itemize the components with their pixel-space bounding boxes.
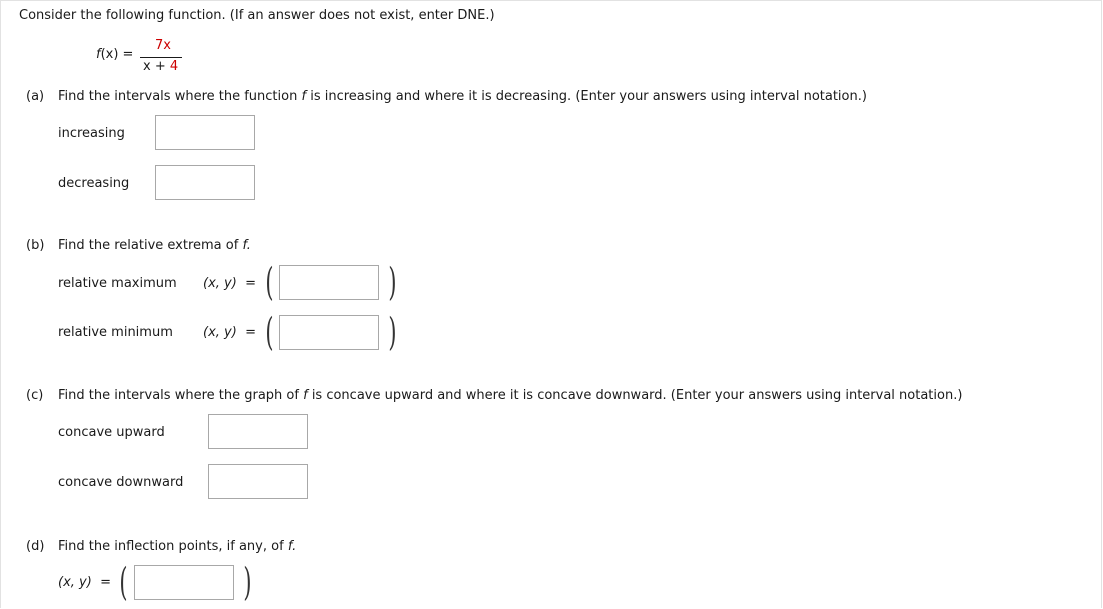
relative-maximum-equals: = (245, 276, 256, 291)
relative-maximum-open-paren: ( (265, 260, 274, 304)
concave-upward-label: concave upward (58, 425, 165, 440)
part-d-function-var: f. (287, 539, 297, 554)
part-b-prompt (26, 238, 251, 253)
part-c-function-var: f (303, 388, 308, 403)
relative-minimum-input[interactable] (279, 315, 379, 350)
relative-minimum-close-paren: ) (388, 310, 397, 354)
fraction-bar (140, 57, 182, 58)
inflection-point-input[interactable] (134, 565, 234, 600)
denominator-variable: x + (143, 59, 166, 74)
relative-minimum-xy-label: (x, y) (203, 325, 237, 340)
relative-maximum-xy-label: (x, y) (203, 276, 237, 291)
part-d-letter: (d) (26, 539, 45, 554)
increasing-input[interactable] (155, 115, 255, 150)
part-b-prompt-start: Find the relative extrema of (58, 238, 239, 253)
part-a-letter: (a) (26, 89, 45, 104)
part-c-letter: (c) (26, 388, 44, 403)
relative-minimum-equals: = (245, 325, 256, 340)
inflection-point-equals: = (100, 575, 111, 590)
relative-maximum-input[interactable] (279, 265, 379, 300)
inflection-point-close-paren: ) (243, 560, 252, 604)
part-a-prompt (26, 89, 867, 104)
part-d-prompt-start: Find the inflection points, if any, of (58, 539, 284, 554)
inflection-point-xy (58, 575, 111, 590)
part-b-function-var: f. (242, 238, 251, 253)
concave-downward-label: concave downward (58, 475, 184, 490)
increasing-label: increasing (58, 126, 125, 141)
relative-maximum-label: relative maximum (58, 276, 177, 291)
relative-minimum-open-paren: ( (265, 310, 274, 354)
decreasing-input[interactable] (155, 165, 255, 200)
relative-maximum-xy (203, 276, 256, 291)
intro-text: Consider the following function. (If an answer does not exist, enter DNE.) (19, 8, 495, 23)
denominator-constant: 4 (169, 59, 179, 74)
function-lhs (96, 47, 133, 62)
fraction-denominator (143, 59, 178, 74)
concave-upward-input[interactable] (208, 414, 308, 449)
part-a-prompt-start: Find the intervals where the function (58, 89, 298, 104)
fraction-numerator: 7x (155, 38, 171, 53)
inflection-point-open-paren: ( (119, 560, 128, 604)
relative-minimum-xy (203, 325, 256, 340)
part-c-prompt-end: is concave upward and where it is concave downward. (Enter your answers using interval notation.) (311, 388, 963, 403)
part-a-function-var: f (301, 89, 307, 104)
part-c-prompt-start: Find the intervals where the graph of (58, 388, 299, 403)
function-name: f (96, 47, 101, 62)
inflection-point-xy-label: (x, y) (58, 575, 92, 590)
function-argument: (x) = (100, 47, 134, 62)
part-b-letter: (b) (26, 238, 45, 253)
part-d-prompt (26, 539, 296, 554)
part-a-prompt-end: is increasing and where it is decreasing. (Enter your answers using interval notation.) (310, 89, 867, 104)
decreasing-label: decreasing (58, 176, 130, 191)
concave-downward-input[interactable] (208, 464, 308, 499)
relative-minimum-label: relative minimum (58, 325, 173, 340)
part-c-prompt (26, 388, 962, 403)
relative-maximum-close-paren: ) (388, 260, 397, 304)
